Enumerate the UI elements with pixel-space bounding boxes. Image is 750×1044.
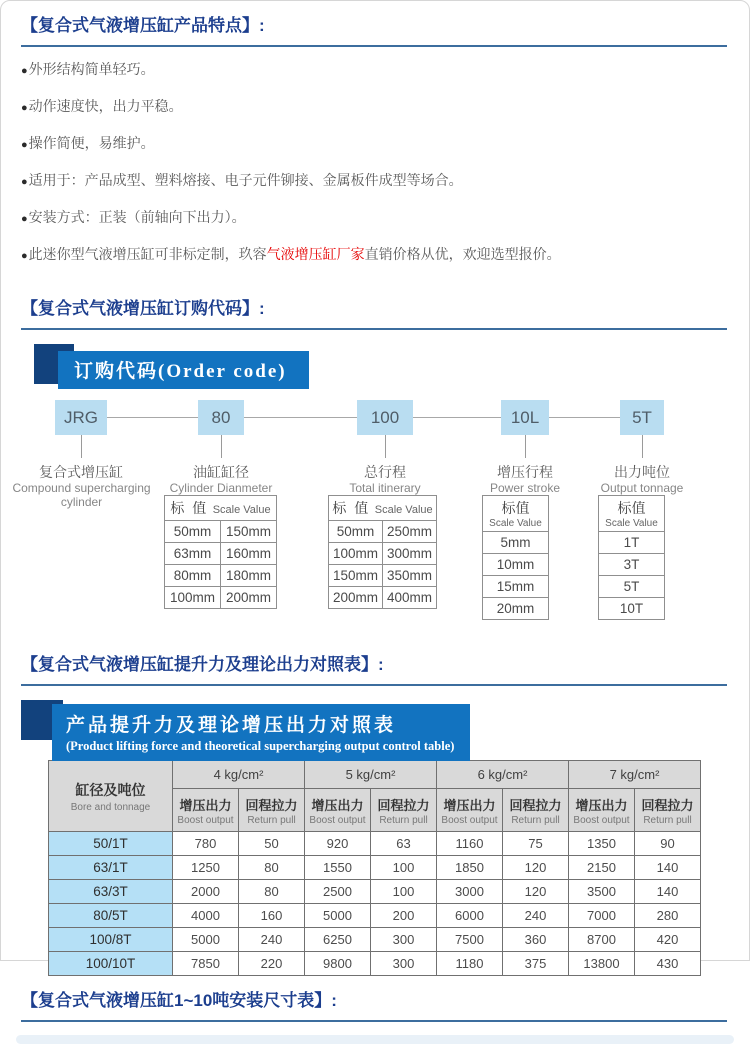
header-en: Return pull xyxy=(511,814,560,826)
cell: 375 xyxy=(503,952,569,976)
cell: 5000 xyxy=(305,904,371,928)
connector-tick xyxy=(385,435,386,458)
feature-item xyxy=(21,99,729,115)
table-row xyxy=(165,521,277,543)
cell: 300 xyxy=(371,952,437,976)
scale-header-cn: 标值 xyxy=(617,500,646,516)
feature-text: 安装方式：正装（前轴向下出力）。 xyxy=(28,209,246,225)
cell: 200mm xyxy=(221,587,277,609)
bullet-icon: ● xyxy=(21,102,28,114)
scale-header-en: Scale Value xyxy=(212,504,271,516)
table-row xyxy=(165,565,277,587)
manufacturer-link[interactable]: 气液增压缸厂家 xyxy=(266,246,365,262)
cell: 430 xyxy=(635,952,701,976)
boost-output-header xyxy=(305,789,371,832)
cell: 5000 xyxy=(173,928,239,952)
order-code-box-80: 80 xyxy=(198,400,244,435)
return-pull-header xyxy=(371,789,437,832)
header-cn: 缸径及吨位 xyxy=(75,781,146,798)
cell: 2000 xyxy=(173,880,239,904)
cell: 80mm xyxy=(165,565,221,587)
table-row xyxy=(49,856,701,880)
connector-tick xyxy=(81,435,82,458)
scale-header xyxy=(599,496,665,532)
code-label-en: Power stroke xyxy=(489,481,561,495)
connector-tick xyxy=(221,435,222,458)
cell: 420 xyxy=(635,928,701,952)
feature-item xyxy=(21,210,729,226)
cell: 7000 xyxy=(569,904,635,928)
header-cn: 增压出力 xyxy=(443,797,496,813)
features-list xyxy=(1,47,749,263)
table-row xyxy=(49,952,701,976)
cell: 920 xyxy=(305,832,371,856)
cell: 360 xyxy=(503,928,569,952)
order-code-box-10l: 10L xyxy=(501,400,549,435)
scale-header-cn: 标值 xyxy=(501,500,530,516)
cell: 3500 xyxy=(569,880,635,904)
feature-item xyxy=(21,62,729,78)
header-cn: 增压出力 xyxy=(575,797,628,813)
cell: 250mm xyxy=(383,521,437,543)
cell: 6250 xyxy=(305,928,371,952)
header-cn: 回程拉力 xyxy=(245,797,298,813)
boost-output-header xyxy=(437,789,503,832)
table-row xyxy=(599,576,665,598)
code-label-cn: 出力吨位 xyxy=(614,464,670,480)
feature-text: 外形结构简单轻巧。 xyxy=(28,61,155,77)
code-label-cn: 总行程 xyxy=(364,464,406,480)
cell: 100mm xyxy=(165,587,221,609)
cell: 63mm xyxy=(165,543,221,565)
cell: 1180 xyxy=(437,952,503,976)
feature-item-custom-note xyxy=(21,247,729,263)
cell: 1160 xyxy=(437,832,503,856)
cylinder-diameter-table xyxy=(164,495,277,609)
cell: 6000 xyxy=(437,904,503,928)
comparison-table xyxy=(48,760,701,976)
cell: 63 xyxy=(371,832,437,856)
install-section-title: 【复合式气液增压缸1~10吨安装尺寸表】: xyxy=(21,991,337,1010)
order-banner xyxy=(1,344,749,400)
table-row xyxy=(329,587,437,609)
cell: 1T xyxy=(599,532,665,554)
header-en: Return pull xyxy=(379,814,428,826)
header-en: Boost output xyxy=(177,814,234,826)
pressure-header: 5 kg/cm² xyxy=(305,761,437,789)
scale-header-en: Scale Value xyxy=(374,504,433,516)
section-divider xyxy=(21,684,727,686)
feature-item xyxy=(21,173,729,189)
cell: 300 xyxy=(371,928,437,952)
cell: 5mm xyxy=(483,532,549,554)
cell: 1850 xyxy=(437,856,503,880)
comparison-banner xyxy=(1,700,749,756)
feature-text: 操作简便，易维护。 xyxy=(28,135,155,151)
table-row xyxy=(599,598,665,620)
cell: 140 xyxy=(635,856,701,880)
cell: 7500 xyxy=(437,928,503,952)
banner-title-en: (Product lifting force and theoretical supercharging output control table) xyxy=(66,739,455,753)
header-en: Return pull xyxy=(643,814,692,826)
note-prefix: 此迷你型气液增压缸可非标定制，玖容 xyxy=(28,246,267,262)
order-code-box-jrg: JRG xyxy=(55,400,107,435)
cell: 100 xyxy=(371,880,437,904)
pressure-header: 6 kg/cm² xyxy=(437,761,569,789)
order-code-diagram xyxy=(1,400,749,640)
cell: 240 xyxy=(239,928,305,952)
table-row xyxy=(329,521,437,543)
boost-output-header xyxy=(173,789,239,832)
header-cn: 回程拉力 xyxy=(509,797,562,813)
bore-tonnage-header xyxy=(49,761,173,832)
row-label: 63/3T xyxy=(49,880,173,904)
features-section-title: 【复合式气液增压缸产品特点】: xyxy=(21,16,265,35)
cell: 220 xyxy=(239,952,305,976)
section-divider xyxy=(21,328,727,330)
comparison-section-title: 【复合式气液增压缸提升力及理论出力对照表】: xyxy=(21,655,384,674)
bullet-icon: ● xyxy=(21,65,28,77)
scale-header xyxy=(483,496,549,532)
header-en: Return pull xyxy=(247,814,296,826)
section-divider xyxy=(21,1020,727,1022)
header-en: Bore and tonnage xyxy=(70,801,151,813)
output-tonnage-table xyxy=(598,495,665,620)
code-label-en: Cylinder Dianmeter xyxy=(169,481,273,495)
table-row xyxy=(329,565,437,587)
scale-header-cn: 标 值 xyxy=(332,500,371,516)
table-row xyxy=(599,532,665,554)
cell: 15mm xyxy=(483,576,549,598)
code-label-en: Total itinerary xyxy=(349,481,421,495)
cell: 3000 xyxy=(437,880,503,904)
cell: 50 xyxy=(239,832,305,856)
table-row xyxy=(599,554,665,576)
row-label: 100/8T xyxy=(49,928,173,952)
order-banner-label: 订购代码(Order code) xyxy=(58,351,309,389)
row-label: 80/5T xyxy=(49,904,173,928)
cell: 10T xyxy=(599,598,665,620)
scale-header xyxy=(165,496,277,521)
bullet-icon: ● xyxy=(21,139,28,151)
header-cn: 增压出力 xyxy=(179,797,232,813)
table-row xyxy=(49,832,701,856)
scale-header-cn: 标 值 xyxy=(170,500,209,516)
comparison-banner-label xyxy=(52,704,470,761)
return-pull-header xyxy=(503,789,569,832)
code-label-cn: 油缸缸径 xyxy=(193,464,249,480)
row-label: 100/10T xyxy=(49,952,173,976)
connector-tick xyxy=(642,435,643,458)
cell: 13800 xyxy=(569,952,635,976)
cell: 8700 xyxy=(569,928,635,952)
cell: 20mm xyxy=(483,598,549,620)
header-cn: 回程拉力 xyxy=(641,797,694,813)
cell: 150mm xyxy=(329,565,383,587)
table-row xyxy=(483,532,549,554)
cell: 300mm xyxy=(383,543,437,565)
cell: 75 xyxy=(503,832,569,856)
code-label-cn: 复合式增压缸 xyxy=(39,464,123,480)
feature-text: 动作速度快，出力平稳。 xyxy=(28,98,183,114)
note-suffix: 直销价格从优，欢迎选型报价。 xyxy=(364,246,561,262)
cell: 240 xyxy=(503,904,569,928)
return-pull-header xyxy=(239,789,305,832)
table-header-row xyxy=(49,761,701,789)
order-section-title: 【复合式气液增压缸订购代码】: xyxy=(21,299,265,318)
cell: 9800 xyxy=(305,952,371,976)
cell: 7850 xyxy=(173,952,239,976)
cell: 160mm xyxy=(221,543,277,565)
table-row xyxy=(49,928,701,952)
bullet-icon: ● xyxy=(21,176,28,188)
cell: 3T xyxy=(599,554,665,576)
table-row xyxy=(483,598,549,620)
bullet-icon: ● xyxy=(21,250,28,262)
order-code-box-100: 100 xyxy=(357,400,413,435)
cell: 400mm xyxy=(383,587,437,609)
cell: 280 xyxy=(635,904,701,928)
pressure-header: 4 kg/cm² xyxy=(173,761,305,789)
header-en: Boost output xyxy=(573,814,630,826)
cell: 100 xyxy=(371,856,437,880)
cell: 180mm xyxy=(221,565,277,587)
cell: 5T xyxy=(599,576,665,598)
bullet-icon: ● xyxy=(21,213,28,225)
table-row xyxy=(165,543,277,565)
cell: 160 xyxy=(239,904,305,928)
cell: 4000 xyxy=(173,904,239,928)
cell: 2500 xyxy=(305,880,371,904)
cell: 50mm xyxy=(165,521,221,543)
row-label: 63/1T xyxy=(49,856,173,880)
feature-text: 适用于：产品成型、塑料熔接、电子元件铆接、金属板件成型等场合。 xyxy=(28,172,463,188)
connector-tick xyxy=(525,435,526,458)
header-en: Boost output xyxy=(441,814,498,826)
cell: 200mm xyxy=(329,587,383,609)
cell: 120 xyxy=(503,880,569,904)
cell: 150mm xyxy=(221,521,277,543)
table-row xyxy=(49,904,701,928)
feature-item xyxy=(21,136,729,152)
code-label-en: Output tonnage xyxy=(600,481,684,495)
cell: 80 xyxy=(239,856,305,880)
power-stroke-table xyxy=(482,495,549,620)
table-row xyxy=(165,587,277,609)
header-cn: 回程拉力 xyxy=(377,797,430,813)
table-row xyxy=(483,554,549,576)
return-pull-header xyxy=(635,789,701,832)
next-content-edge xyxy=(16,1035,734,1044)
row-label: 50/1T xyxy=(49,832,173,856)
cell: 1250 xyxy=(173,856,239,880)
cell: 780 xyxy=(173,832,239,856)
cell: 80 xyxy=(239,880,305,904)
table-row xyxy=(329,543,437,565)
total-itinerary-table xyxy=(328,495,437,609)
boost-output-header xyxy=(569,789,635,832)
cell: 2150 xyxy=(569,856,635,880)
header-en: Boost output xyxy=(309,814,366,826)
cell: 90 xyxy=(635,832,701,856)
table-row xyxy=(49,880,701,904)
cell: 50mm xyxy=(329,521,383,543)
cell: 140 xyxy=(635,880,701,904)
scale-header xyxy=(329,496,437,521)
code-label-en: Compound supercharging cylinder xyxy=(12,481,151,509)
code-label-cn: 增压行程 xyxy=(497,464,553,480)
scale-header-en: Scale Value xyxy=(605,518,658,529)
cell: 1350 xyxy=(569,832,635,856)
cell: 350mm xyxy=(383,565,437,587)
banner-title-cn: 产品提升力及理论增压出力对照表 xyxy=(66,715,397,736)
cell: 120 xyxy=(503,856,569,880)
scale-header-en: Scale Value xyxy=(489,518,542,529)
cell: 10mm xyxy=(483,554,549,576)
cell: 1550 xyxy=(305,856,371,880)
order-code-box-5t: 5T xyxy=(620,400,664,435)
header-cn: 增压出力 xyxy=(311,797,364,813)
table-row xyxy=(483,576,549,598)
cell: 100mm xyxy=(329,543,383,565)
pressure-header: 7 kg/cm² xyxy=(569,761,701,789)
cell: 200 xyxy=(371,904,437,928)
